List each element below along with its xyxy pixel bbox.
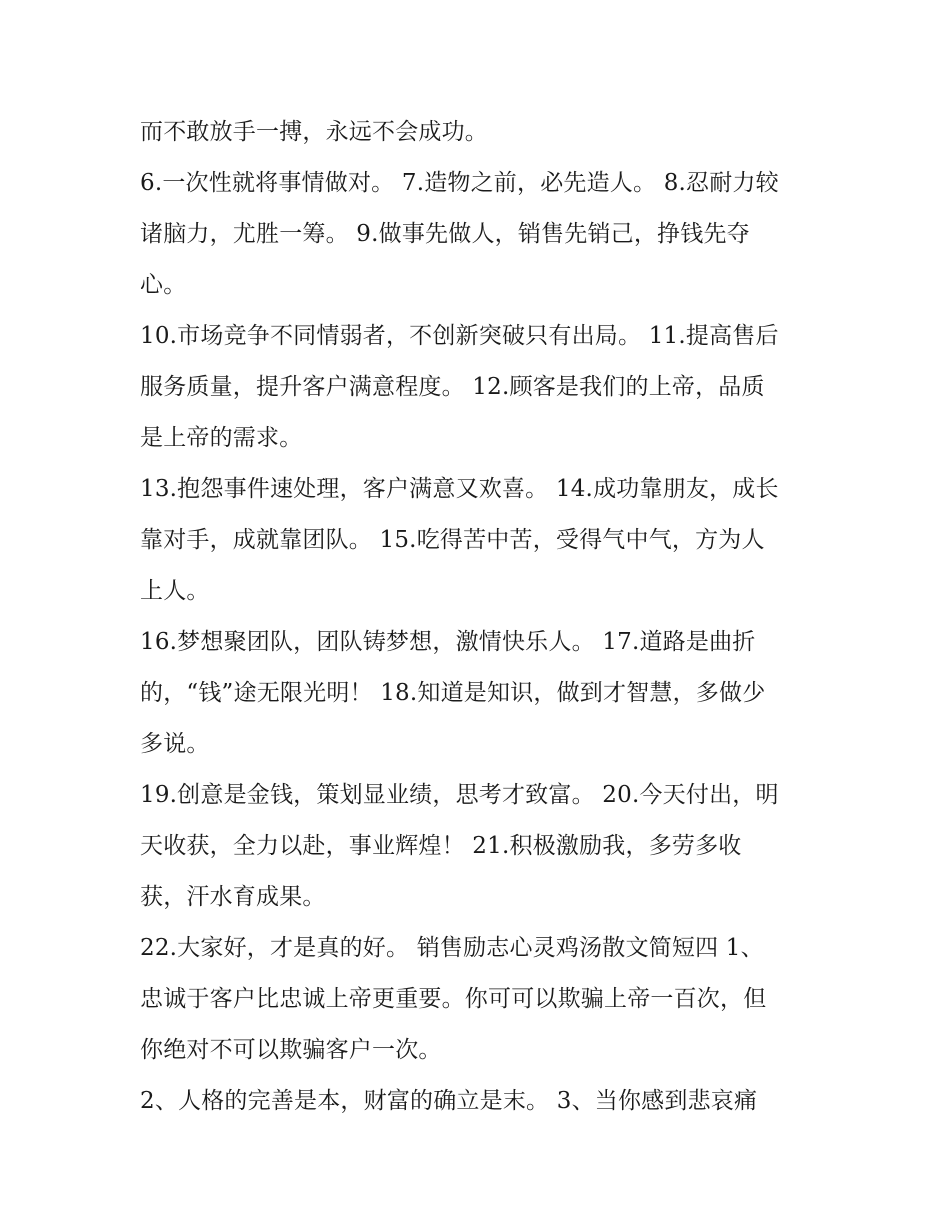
text-line: 6.一次性就将事情做对。 7.造物之前，必先造人。 8.忍耐力较 bbox=[140, 170, 779, 196]
text-line: 天收获，全力以赴，事业辉煌！ 21.积极激励我，多劳多收 bbox=[140, 833, 742, 859]
text-line: 的，“钱”途无限光明！ 18.知道是知识，做到才智慧，多做少 bbox=[140, 680, 766, 706]
text-line: 多说。 bbox=[140, 731, 210, 757]
text-line: 你绝对不可以欺骗客户一次。 bbox=[140, 1037, 442, 1063]
text-line: 忠诚于客户比忠诚上帝更重要。你可可以欺骗上帝一百次，但 bbox=[140, 986, 767, 1012]
text-line: 服务质量，提升客户满意程度。 12.顾客是我们的上帝，品质 bbox=[140, 374, 765, 400]
text-line: 心。 bbox=[140, 272, 187, 298]
text-line: 是上帝的需求。 bbox=[140, 425, 303, 451]
text-line: 22.大家好，才是真的好。 销售励志心灵鸡汤散文简短四 1、 bbox=[140, 935, 764, 961]
text-line: 19.创意是金钱，策划显业绩，思考才致富。 20.今天付出，明 bbox=[140, 782, 779, 808]
text-line: 诸脑力，尤胜一筹。 9.做事先做人，销售先销己，挣钱先夺 bbox=[140, 221, 750, 247]
text-line: 10.市场竞争不同情弱者，不创新突破只有出局。 11.提高售后 bbox=[140, 323, 779, 349]
text-line: 16.梦想聚团队，团队铸梦想，激情快乐人。 17.道路是曲折 bbox=[140, 629, 756, 655]
text-line: 上人。 bbox=[140, 578, 210, 604]
text-line: 2、人格的完善是本，财富的确立是末。 3、当你感到悲哀痛 bbox=[140, 1088, 758, 1114]
text-line: 靠对手，成就靠团队。 15.吃得苦中苦，受得气中气，方为人 bbox=[140, 527, 765, 553]
text-line: 获，汗水育成果。 bbox=[140, 884, 326, 910]
text-line: 而不敢放手一搏，永远不会成功。 bbox=[140, 119, 488, 145]
text-line: 13.抱怨事件速处理，客户满意又欢喜。 14.成功靠朋友，成长 bbox=[140, 476, 779, 502]
document-body bbox=[140, 107, 820, 1127]
